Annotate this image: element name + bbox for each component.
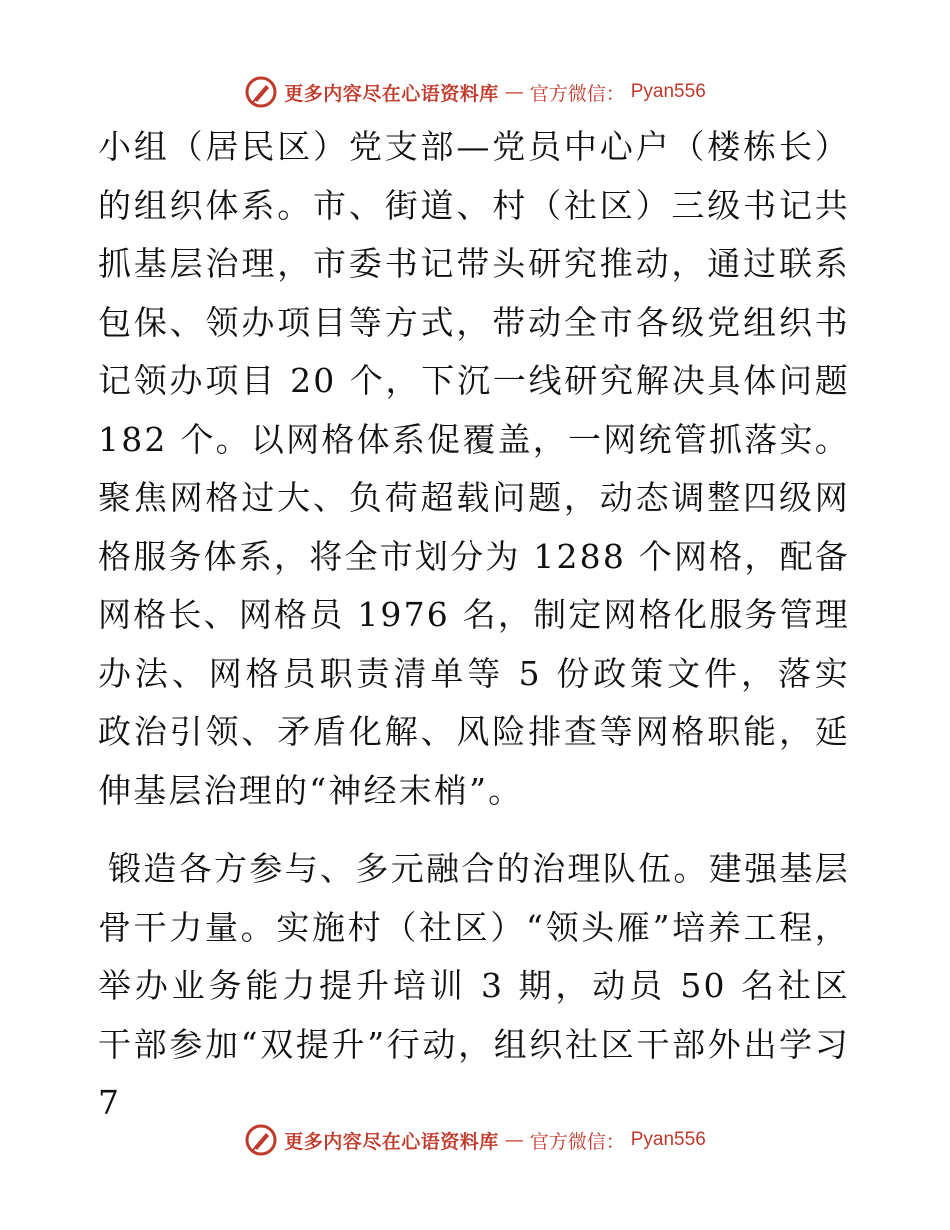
header-banner-text: 更多内容尽在心语资料库: [284, 82, 499, 105]
document-body: [98, 118, 850, 1133]
paragraph-2: 锻造各方参与、多元融合的治理队伍。建强基层骨干力量。实施村（社区）“领头雁”培养工程，举办业务能力提升培训 3 期，动员 50 名社区干部参加“双提升”行动，组织社区干部外出学习 7: [98, 849, 850, 1122]
header-banner: [0, 72, 950, 112]
footer-banner-text: 更多内容尽在心语资料库: [284, 1130, 499, 1153]
pen-circle-logo-icon: [244, 1123, 278, 1157]
footer-wechat-label: 官方微信：: [529, 1130, 625, 1153]
header-banner-separator: —: [504, 81, 524, 103]
paragraph-1: 小组（居民区）党支部—党员中心户（楼栋长）的组织体系。市、街道、村（社区）三级书记共抓基层治理，市委书记带头研究推动，通过联系包保、领办项目等方式，带动全市各级党组织书记领办项目 20 个，下沉一线研究解决具体问题 182 个。以网格体系促覆盖，一网统管抓落实。聚焦网格过大、负荷超载问题，动态调整四级网格服务体系，将全市划分为 1288 个网格，配备网格长、网格员 1976 名，制定网格化服务管理办法、网格员职责清单等 5 份政策文件，落实政治引领、矛盾化解、风险排查等网格职能，延伸基层治理的“神经末梢”。: [98, 127, 850, 810]
footer-wechat-id: Pyan556: [630, 1129, 706, 1150]
footer-banner: [0, 1120, 950, 1160]
pen-circle-logo-icon: [244, 75, 278, 109]
header-wechat-id: Pyan556: [630, 81, 706, 102]
footer-banner-separator: —: [504, 1129, 524, 1151]
header-wechat-label: 官方微信：: [529, 82, 625, 105]
